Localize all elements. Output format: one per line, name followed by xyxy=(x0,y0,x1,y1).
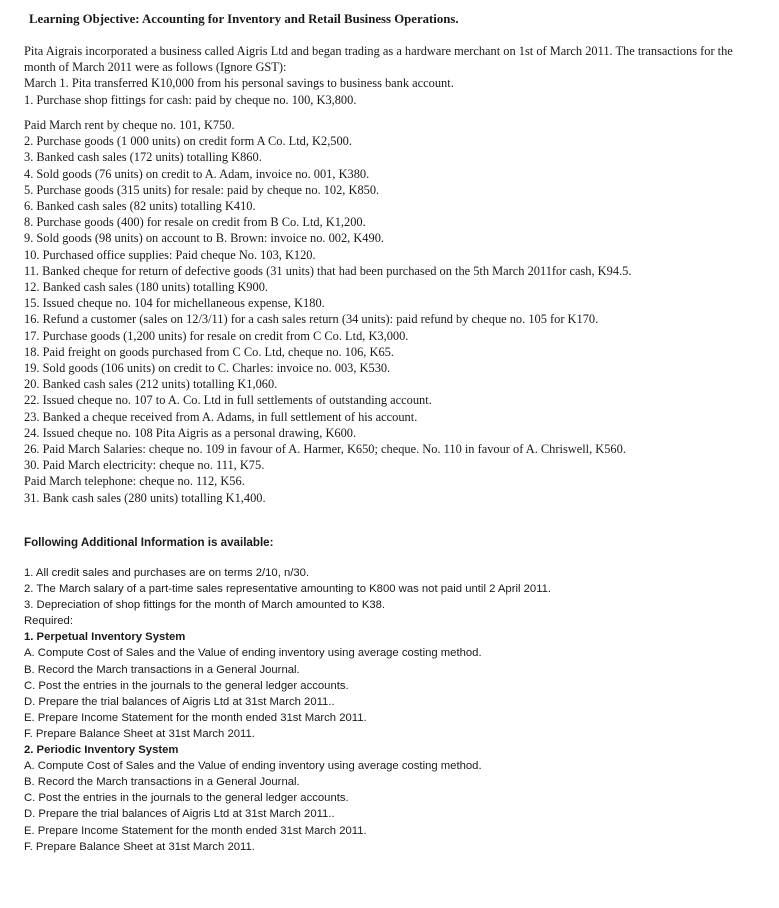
intro-line: March 1. Pita transferred K10,000 from his personal savings to business bank account. xyxy=(24,76,454,91)
task-item: D. Prepare the trial balances of Aigris Ltd at 31st March 2011.. xyxy=(24,808,335,821)
intro-line: Pita Aigrais incorporated a business called Aigris Ltd and began trading as a hardware merchant on 1st of March 2011. The transactions for the month of March 2011 were as follows (Ignore GST): xyxy=(24,44,733,75)
transaction-item: 3. Banked cash sales (172 units) totalling K860. xyxy=(24,150,262,165)
task-item: A. Compute Cost of Sales and the Value of ending inventory using average costing method. xyxy=(24,647,482,660)
section-heading-periodic: 2. Periodic Inventory System xyxy=(24,744,179,757)
additional-info-heading: Following Additional Information is available: xyxy=(24,536,274,549)
transaction-item: 24. Issued cheque no. 108 Pita Aigris as a personal drawing, K600. xyxy=(24,425,357,440)
task-item: E. Prepare Income Statement for the month ended 31st March 2011. xyxy=(24,824,367,837)
intro-line: 1. Purchase shop fittings for cash: paid by cheque no. 100, K3,800. xyxy=(24,92,357,107)
transaction-item: 18. Paid freight on goods purchased from C Co. Ltd, cheque no. 106, K65. xyxy=(24,344,394,359)
info-line: 1. All credit sales and purchases are on terms 2/10, n/30. xyxy=(24,567,310,579)
transaction-item: Paid March rent by cheque no. 101, K750. xyxy=(24,118,235,132)
section-heading-perpetual: 1. Perpetual Inventory System xyxy=(24,631,186,644)
transaction-item: 4. Sold goods (76 units) on credit to A. Adam, invoice no. 001, K380. xyxy=(24,166,370,181)
intro-paragraph xyxy=(24,43,759,108)
task-item: B. Record the March transactions in a General Journal. xyxy=(24,663,300,676)
transaction-item: 30. Paid March electricity: cheque no. 111, K75. xyxy=(24,458,265,473)
task-item: A. Compute Cost of Sales and the Value of ending inventory using average costing method. xyxy=(24,760,482,773)
transaction-item: 5. Purchase goods (315 units) for resale: paid by cheque no. 102, K850. xyxy=(24,182,380,197)
task-item: C. Post the entries in the journals to the general ledger accounts. xyxy=(24,679,349,692)
task-item: F. Prepare Balance Sheet at 31st March 2011. xyxy=(24,840,255,853)
transaction-item: 20. Banked cash sales (212 units) totalling K1,060. xyxy=(24,377,278,392)
transaction-item: 10. Purchased office supplies: Paid cheque No. 103, K120. xyxy=(24,247,316,262)
transaction-item: 8. Purchase goods (400) for resale on credit from B Co. Ltd, K1,200. xyxy=(24,215,366,230)
transaction-list xyxy=(24,117,631,506)
task-item: F. Prepare Balance Sheet at 31st March 2011. xyxy=(24,727,255,740)
task-item: E. Prepare Income Statement for the month ended 31st March 2011. xyxy=(24,711,367,724)
transaction-item: Paid March telephone: cheque no. 112, K56. xyxy=(24,474,245,489)
additional-info-list xyxy=(24,565,551,855)
transaction-item: 9. Sold goods (98 units) on account to B. Brown: invoice no. 002, K490. xyxy=(24,231,384,246)
transaction-item: 15. Issued cheque no. 104 for michellaneous expense, K180. xyxy=(24,296,325,311)
task-item: B. Record the March transactions in a General Journal. xyxy=(24,776,300,789)
transaction-item: 26. Paid March Salaries: cheque no. 109 in favour of A. Harmer, K650; cheque. No. 110 in favour of A. Chriswell, K560. xyxy=(24,442,626,457)
transaction-item: 2. Purchase goods (1 000 units) on credit form A Co. Ltd, K2,500. xyxy=(24,134,352,149)
transaction-item: 23. Banked a cheque received from A. Adams, in full settlement of his account. xyxy=(24,409,418,424)
transaction-item: 19. Sold goods (106 units) on credit to C. Charles: invoice no. 003, K530. xyxy=(24,361,391,376)
required-label: Required: xyxy=(24,615,73,628)
info-line: 2. The March salary of a part-time sales representative amounting to K800 was not paid until 2 April 2011. xyxy=(24,583,552,596)
transaction-item: 12. Banked cash sales (180 units) totalling K900. xyxy=(24,280,268,295)
transaction-item: 16. Refund a customer (sales on 12/3/11) for a cash sales return (34 units): paid refund by cheque no. 105 for K170. xyxy=(24,312,599,327)
transaction-item: 11. Banked cheque for return of defective goods (31 units) that had been purchased on the 5th March 2011for cash, K94.5. xyxy=(24,263,632,278)
info-line: 3. Depreciation of shop fittings for the month of March amounted to K38. xyxy=(24,599,386,612)
task-item: D. Prepare the trial balances of Aigris Ltd at 31st March 2011.. xyxy=(24,695,335,708)
transaction-item: 17. Purchase goods (1,200 units) for resale on credit from C Co. Ltd, K3,000. xyxy=(24,328,409,343)
transaction-item: 6. Banked cash sales (82 units) totalling K410. xyxy=(24,199,256,214)
transaction-item: 22. Issued cheque no. 107 to A. Co. Ltd in full settlements of outstanding account. xyxy=(24,393,432,408)
page-title: Learning Objective: Accounting for Inventory and Retail Business Operations. xyxy=(29,12,459,26)
transaction-item: 31. Bank cash sales (280 units) totalling K1,400. xyxy=(24,490,266,505)
task-item: C. Post the entries in the journals to the general ledger accounts. xyxy=(24,792,349,805)
